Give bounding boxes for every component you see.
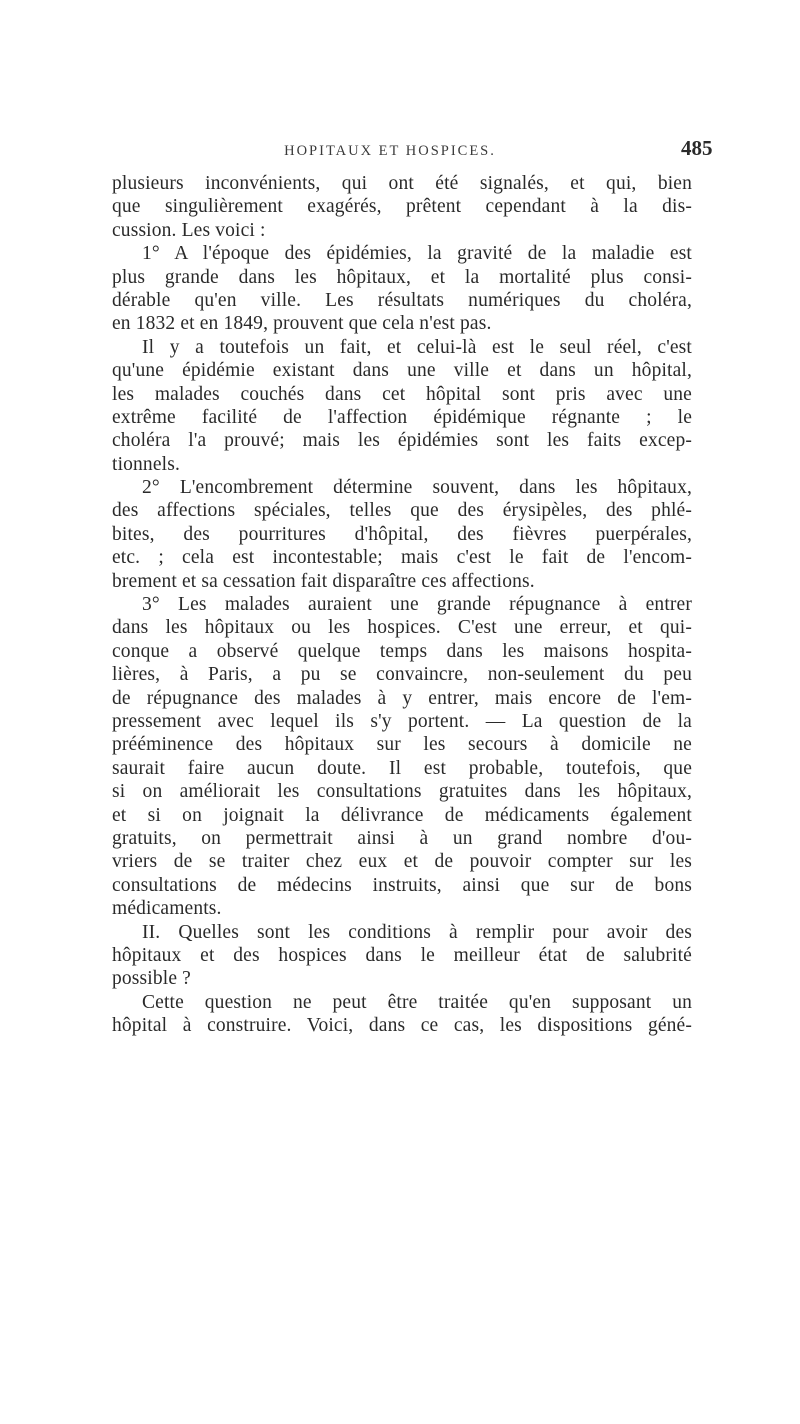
text-line: conque a observé quelque temps dans les maisons hospita- <box>112 640 692 662</box>
text-line: de répugnance des malades à y entrer, mais encore de l'em- <box>112 687 692 709</box>
body-text <box>112 172 692 1037</box>
text-line: médicaments. <box>112 898 222 920</box>
text-line: tionnels. <box>112 453 180 475</box>
text-line: en 1832 et en 1849, prouvent que cela n'est pas. <box>112 313 492 335</box>
text-line: et si on joignait la délivrance de médicaments également <box>112 804 692 826</box>
text-line: etc. ; cela est incontestable; mais c'est le fait de l'encom- <box>112 547 692 569</box>
text-line: qu'une épidémie existant dans une ville et dans un hôpital, <box>112 360 692 382</box>
text-line: saurait faire aucun doute. Il est probable, toutefois, que <box>112 757 692 779</box>
text-line: Cette question ne peut être traitée qu'en supposant un <box>142 991 692 1013</box>
text-line: lières, à Paris, a pu se convaincre, non-seulement du peu <box>112 664 692 686</box>
page-number: 485 <box>681 136 713 160</box>
text-line: cussion. Les voici : <box>112 219 266 241</box>
text-line: bites, des pourritures d'hôpital, des fièvres puerpérales, <box>112 523 692 545</box>
text-line: pressement avec lequel ils s'y portent. — La question de la <box>112 710 692 732</box>
text-line: II. Quelles sont les conditions à remplir pour avoir des <box>142 921 692 943</box>
text-line: 2° L'encombrement détermine souvent, dans les hôpitaux, <box>142 477 692 499</box>
text-line: que singulièrement exagérés, prêtent cependant à la dis- <box>112 196 692 218</box>
text-line: les malades couchés dans cet hôpital sont pris avec une <box>112 383 692 405</box>
text-line: hôpital à construire. Voici, dans ce cas, les dispositions géné- <box>112 1015 692 1037</box>
text-line: plus grande dans les hôpitaux, et la mortalité plus consi- <box>112 266 692 288</box>
text-line: plusieurs inconvénients, qui ont été signalés, et qui, bien <box>112 173 692 194</box>
text-line: dérable qu'en ville. Les résultats numériques du choléra, <box>112 289 692 311</box>
text-line: Il y a toutefois un fait, et celui-là est le seul réel, c'est <box>142 336 692 358</box>
text-line: si on améliorait les consultations gratuites dans les hôpitaux, <box>112 781 692 803</box>
text-line: consultations de médecins instruits, ainsi que sur de bons <box>112 874 692 896</box>
text-line: des affections spéciales, telles que des érysipèles, des phlé- <box>112 500 692 522</box>
text-line: brement et sa cessation fait disparaître ces affections. <box>112 570 535 592</box>
text-line: gratuits, on permettrait ainsi à un grand nombre d'ou- <box>112 827 692 849</box>
text-line: choléra l'a prouvé; mais les épidémies sont les faits excep- <box>112 430 692 452</box>
text-line: possible ? <box>112 968 191 990</box>
text-line: dans les hôpitaux ou les hospices. C'est une erreur, et qui- <box>112 617 692 639</box>
text-line: vriers de se traiter chez eux et de pouvoir compter sur les <box>112 851 692 873</box>
text-line: prééminence des hôpitaux sur les secours à domicile ne <box>112 734 692 756</box>
running-head: HOPITAUX ET HOSPICES. <box>284 143 496 159</box>
text-line: hôpitaux et des hospices dans le meilleur état de salubrité <box>112 944 692 966</box>
text-line: 3° Les malades auraient une grande répugnance à entrer <box>142 594 692 616</box>
text-line: extrême facilité de l'affection épidémique régnante ; le <box>112 406 692 428</box>
text-line: 1° A l'époque des épidémies, la gravité de la maladie est <box>142 243 692 265</box>
